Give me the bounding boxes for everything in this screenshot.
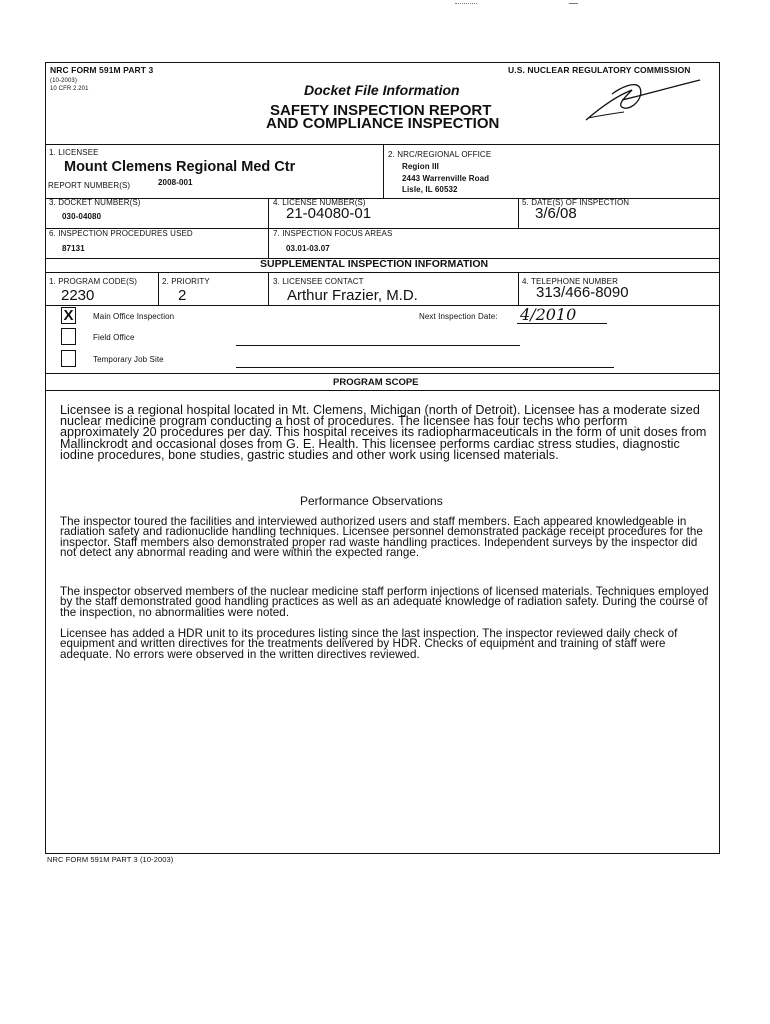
procedures-label: 6. INSPECTION PROCEDURES USED	[49, 229, 193, 238]
licensee-name: Mount Clemens Regional Med Ctr	[64, 159, 296, 175]
scan-mark	[455, 3, 477, 4]
regional-office-label: 2. NRC/REGIONAL OFFICE	[388, 150, 492, 159]
divider	[158, 272, 159, 305]
report-number-label: REPORT NUMBER(S)	[48, 181, 131, 190]
procedures-used: 87131	[62, 244, 85, 253]
observation-paragraph-1: The inspector toured the facilities and interviewed authorized users and staff members. Each appeared knowledgeable in radiation safety and radionuclide handling techniques. Licensee personnel demonstrated package receipt procedures for the inspector. Staff members also demonstrated proper rad waste handling practices. Independent surveys by the inspector did not detect any abnormal reading and were within the expected range.	[60, 515, 703, 560]
report-title-line1: SAFETY INSPECTION REPORT	[270, 102, 492, 119]
region-name: Region III	[402, 162, 439, 171]
scan-mark	[569, 3, 578, 4]
temporary-job-site-checkbox[interactable]	[61, 350, 76, 367]
licensee-label: 1. LICENSEE	[49, 148, 99, 157]
focus-areas: 03.01-03.07	[286, 244, 330, 253]
docket-number-label: 3. DOCKET NUMBER(S)	[49, 198, 141, 207]
telephone-label: 4. TELEPHONE NUMBER	[522, 277, 618, 286]
scope-intro-paragraph: Licensee is a regional hospital located in Mt. Clemens, Michigan (north of Detroit). Licensee has a moderate sized nuclear medicine program conducting a host of procedures. The licensee has four techs who perform approximately 20 procedures per day. This hospital receives its radiopharmaceuticals in the form of unit doses from Mallinckrodt and occasional doses from G. E. Health. This licensee performs cardiac stress studies, diagnostic iodine procedures, bone studies, gastric studies and other work using licensed materials.	[60, 403, 707, 462]
form-number: NRC FORM 591M PART 3	[50, 65, 154, 75]
divider	[45, 390, 720, 391]
program-code-label: 1. PROGRAM CODE(S)	[49, 277, 138, 286]
divider	[45, 373, 720, 374]
cfr-reference: 10 CFR 2.201	[50, 86, 89, 92]
divider	[45, 272, 720, 273]
inspection-dates-label: 5. DATE(S) OF INSPECTION	[522, 198, 630, 207]
telephone-number: 313/466-8090	[536, 284, 629, 301]
program-code: 2230	[61, 287, 95, 304]
main-office-label: Main Office Inspection	[93, 312, 175, 321]
next-inspection-underline	[517, 323, 607, 324]
priority-label: 2. PRIORITY	[162, 277, 210, 286]
region-address-1: 2443 Warrenville Road	[402, 174, 490, 183]
temporary-job-site-underline	[236, 367, 614, 368]
program-scope-title: PROGRAM SCOPE	[333, 377, 419, 388]
next-inspection-label: Next Inspection Date:	[419, 312, 498, 321]
focus-areas-label: 7. INSPECTION FOCUS AREAS	[273, 229, 393, 238]
observation-paragraph-3: Licensee has added a HDR unit to its procedures listing since the last inspection. The inspector reviewed daily check of equipment and written directives for the treatments delivered by HDR. Checks of equipment and training of staff were adequate. No errors were observed in the written directives reviewed.	[60, 627, 678, 661]
signature	[580, 76, 705, 126]
region-address-2: Lisle, IL 60532	[402, 185, 458, 194]
form-footer: NRC FORM 591M PART 3 (10-2003)	[47, 855, 174, 864]
next-inspection-date: 4/2010	[520, 305, 577, 324]
divider	[268, 228, 269, 258]
divider	[383, 144, 384, 198]
field-office-label: Field Office	[93, 333, 135, 342]
field-office-underline	[236, 345, 520, 346]
performance-observations-title: Performance Observations	[300, 494, 443, 508]
licensee-contact: Arthur Frazier, M.D.	[287, 287, 418, 304]
docket-title: Docket File Information	[304, 82, 460, 98]
divider	[518, 198, 519, 228]
docket-number: 030-04080	[62, 212, 102, 221]
inspection-dates: 3/6/08	[535, 205, 577, 222]
divider	[45, 305, 720, 306]
agency-name: U.S. NUCLEAR REGULATORY COMMISSION	[508, 65, 691, 75]
main-office-checkbox[interactable]: X	[61, 307, 76, 324]
priority: 2	[178, 287, 187, 304]
observation-paragraph-2: The inspector observed members of the nuclear medicine staff perform injections of licensed materials. Techniques employed by the staff demonstrated good handling practices as well as an adequate knowledge of radiation safety. During the course of the inspection, no abnormalities were noted.	[60, 585, 709, 619]
form-date: (10-2003)	[50, 78, 77, 84]
field-office-checkbox[interactable]	[61, 328, 76, 345]
temporary-job-site-label: Temporary Job Site	[93, 355, 164, 364]
licensee-contact-label: 3. LICENSEE CONTACT	[273, 277, 364, 286]
report-title-line2: AND COMPLIANCE INSPECTION	[266, 115, 500, 132]
divider	[268, 198, 269, 228]
divider	[268, 272, 269, 305]
license-number: 21-04080-01	[286, 205, 372, 222]
supplemental-title: SUPPLEMENTAL INSPECTION INFORMATION	[260, 258, 489, 270]
divider	[518, 272, 519, 305]
report-number: 2008-001	[158, 178, 193, 187]
license-number-label: 4. LICENSE NUMBER(S)	[273, 198, 366, 207]
